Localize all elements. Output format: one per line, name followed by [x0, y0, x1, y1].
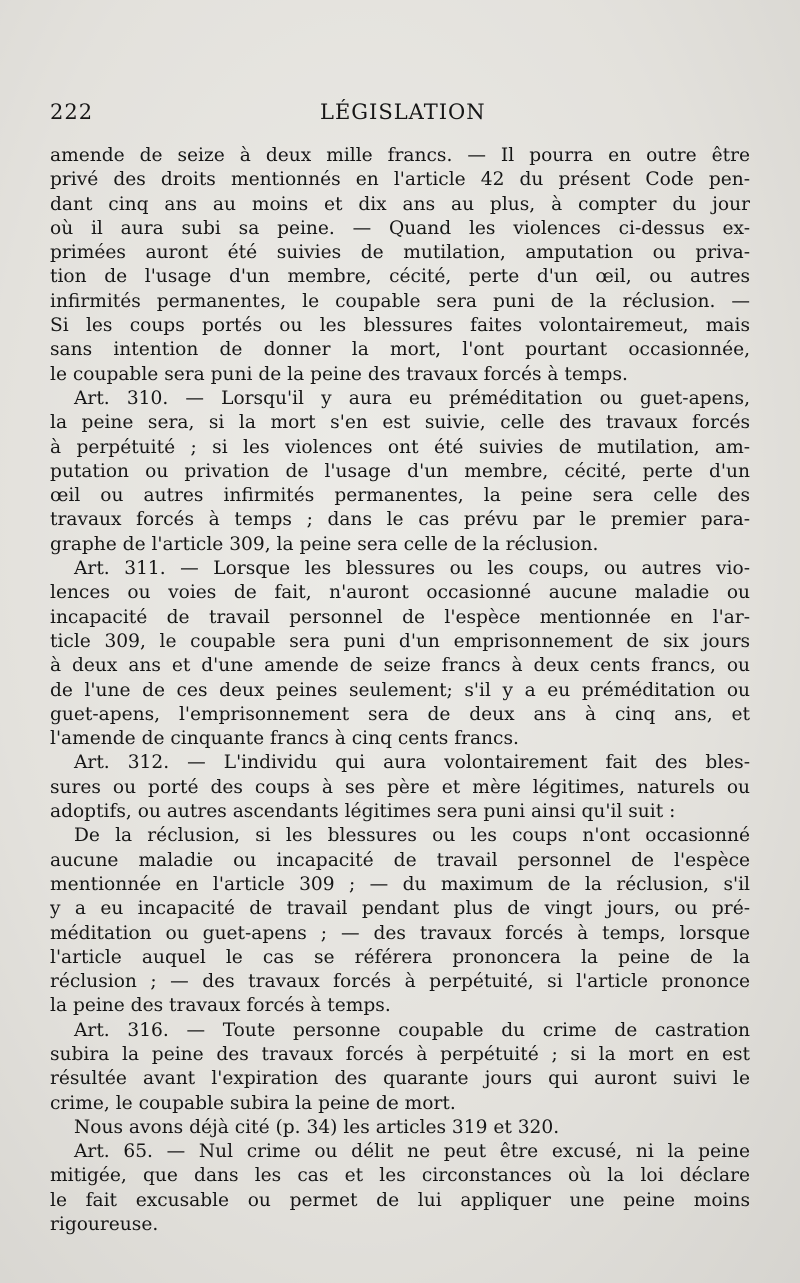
text-line: où il aura subi sa peine. — Quand les violences ci-dessus ex- [50, 217, 750, 239]
text-line: méditation ou guet-apens ; — des travaux forcés à temps, lorsque [50, 922, 750, 944]
text-line: guet-apens, l'emprisonnement sera de deux ans à cinq ans, et [50, 703, 750, 725]
text-line: crime, le coupable subira la peine de mort. [50, 1092, 456, 1114]
text-line: à deux ans et d'une amende de seize francs à deux cents francs, ou [50, 655, 750, 677]
running-title: LÉGISLATION [320, 100, 486, 124]
text-line: résultée avant l'expiration des quarante jours qui auront suivi le [50, 1068, 750, 1090]
text-line: primées auront été suivies de mutilation, amputation ou priva- [50, 242, 750, 264]
text-line: Art. 312. — L'individu qui aura volontairement fait des bles- [74, 752, 750, 774]
text-line: Art. 311. — Lorsque les blessures ou les coups, ou autres vio- [74, 558, 750, 580]
text-line: amende de seize à deux mille francs. — Il pourra en outre être [50, 145, 750, 166]
text-line: graphe de l'article 309, la peine sera celle de la réclusion. [50, 533, 599, 555]
text-line: infirmités permanentes, le coupable sera puni de la réclusion. — [50, 290, 750, 312]
text-line: lences ou voies de fait, n'auront occasionné aucune maladie ou [50, 582, 750, 604]
text-line: mentionnée en l'article 309 ; — du maximum de la réclusion, s'il [50, 873, 750, 895]
text-line: travaux forcés à temps ; dans le cas prévu par le premier para- [50, 509, 750, 531]
text-line: la peine sera, si la mort s'en est suivie, celle des travaux forcés [50, 412, 750, 434]
text-line: l'amende de cinquante francs à cinq cents francs. [50, 728, 519, 750]
text-line: rigoureuse. [50, 1214, 159, 1236]
text-line: putation ou privation de l'usage d'un membre, cécité, perte d'un [50, 460, 750, 482]
text-line: ticle 309, le coupable sera puni d'un emprisonnement de six jours [50, 630, 750, 652]
text-line: sans intention de donner la mort, l'ont pourtant occasionnée, [50, 339, 750, 361]
text-line: Nous avons déjà cité (p. 34) les articles 319 et 320. [74, 1116, 560, 1138]
text-line: le coupable sera puni de la peine des travaux forcés à temps. [50, 363, 628, 385]
text-line: subira la peine des travaux forcés à perpétuité ; si la mort en est [50, 1043, 750, 1065]
body-text [50, 144, 750, 1237]
text-line: dant cinq ans au moins et dix ans au plus, à compter du jour [50, 193, 750, 215]
text-line: l'article auquel le cas se référera prononcera la peine de la [50, 946, 750, 968]
text-line: tion de l'usage d'un membre, cécité, perte d'un œil, ou autres [50, 266, 750, 288]
text-line: De la réclusion, si les blessures ou les coups n'ont occasionné [74, 825, 750, 847]
text-line: réclusion ; — des travaux forcés à perpétuité, si l'article prononce [50, 971, 750, 993]
page-number: 222 [50, 100, 94, 124]
text-line: le fait excusable ou permet de lui appliquer une peine moins [50, 1189, 750, 1211]
text-line: Art. 316. — Toute personne coupable du crime de castration [74, 1019, 750, 1041]
text-line: à perpétuité ; si les violences ont été suivies de mutilation, am- [50, 436, 750, 458]
text-line: adoptifs, ou autres ascendants légitimes sera puni ainsi qu'il suit : [50, 801, 676, 823]
text-line: œil ou autres infirmités permanentes, la peine sera celle des [50, 485, 750, 507]
text-line: privé des droits mentionnés en l'article 42 du présent Code pen- [50, 169, 750, 191]
text-line: la peine des travaux forcés à temps. [50, 995, 391, 1017]
page-header [50, 100, 750, 130]
text-line: de l'une de ces deux peines seulement; s'il y a eu préméditation ou [50, 679, 750, 701]
text-line: y a eu incapacité de travail pendant plus de vingt jours, ou pré- [50, 898, 750, 920]
text-line: Si les coups portés ou les blessures faites volontairemeut, mais [50, 315, 750, 337]
text-line: Art. 310. — Lorsqu'il y aura eu préméditation ou guet-apens, [74, 387, 750, 409]
text-line: mitigée, que dans les cas et les circonstances où la loi déclare [50, 1165, 750, 1187]
text-line: incapacité de travail personnel de l'espèce mentionnée en l'ar- [50, 606, 750, 628]
text-line: Art. 65. — Nul crime ou délit ne peut être excusé, ni la peine [74, 1141, 750, 1163]
text-line: sures ou porté des coups à ses père et mère légitimes, naturels ou [50, 776, 750, 798]
text-line: aucune maladie ou incapacité de travail personnel de l'espèce [50, 849, 750, 871]
